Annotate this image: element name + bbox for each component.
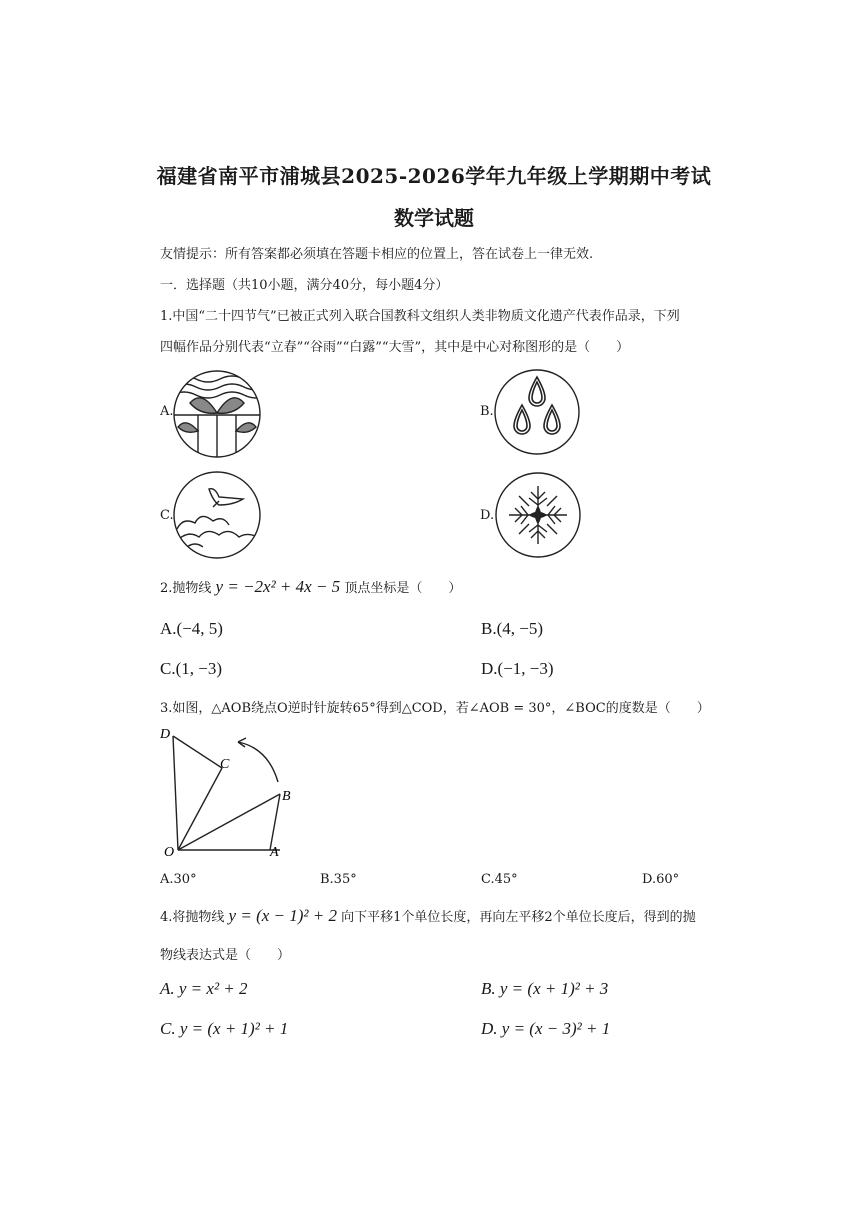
q4-option-c[interactable] (160, 1019, 288, 1039)
q3-option-c[interactable]: C.45° (481, 872, 518, 887)
label-C: C (220, 757, 230, 772)
exam-subtitle: 数学试题 (394, 206, 474, 230)
label-A: A (270, 845, 279, 860)
exam-title: 福建省南平市浦城县2025-2026学年九年级上学期期中考试 (156, 164, 712, 188)
q2-prefix: 2.抛物线 (160, 581, 212, 596)
q4-prefix: 4.将抛物线 (160, 910, 225, 925)
q1-option-d[interactable]: D. (480, 508, 495, 523)
raindrops-icon (494, 369, 580, 455)
q4-option-b-text: B. y = (x + 1)² + 3 (481, 979, 609, 998)
q2-option-d[interactable] (481, 659, 554, 679)
q1-option-c[interactable]: C. (160, 508, 174, 523)
q4-formula: y = (x − 1)² + 2 (228, 906, 337, 925)
q4-stem-line1 (160, 906, 696, 926)
section-heading: 一．选择题（共10小题，满分40分，每小题4分） (160, 278, 449, 293)
q2-option-a[interactable] (160, 619, 223, 639)
q2-option-a-text: A.(−4, 5) (160, 619, 223, 638)
rotation-figure (158, 722, 308, 862)
q3-option-a[interactable]: A.30° (160, 872, 197, 887)
q4-option-b[interactable] (481, 979, 608, 999)
q4-option-d-text: D. y = (x − 3)² + 1 (481, 1019, 611, 1038)
q1-stem-line2: 四幅作品分别代表“立春”“谷雨”“白露”“大雪”，其中是中心对称图形的是（ ） (160, 340, 630, 355)
q3-stem: 3.如图，△AOB绕点O逆时针旋转65°得到△COD，若∠AOB = 30°，∠BOC的度数是（ ） (160, 701, 710, 716)
q2-option-d-text: D.(−1, −3) (481, 659, 554, 678)
label-O: O (164, 845, 175, 860)
label-D: D (160, 727, 171, 742)
q4-option-a[interactable] (160, 979, 248, 999)
q2-option-c[interactable] (160, 659, 222, 679)
notice-text: 友情提示：所有答案都必须填在答题卡相应的位置上，答在试卷上一律无效. (160, 247, 594, 262)
sprout-wave-icon (172, 369, 262, 459)
q4-option-d[interactable] (481, 1019, 610, 1039)
q2-option-b-text: B.(4, −5) (481, 619, 543, 638)
q1-option-b[interactable]: B. (480, 404, 494, 419)
q2-option-b[interactable] (481, 619, 543, 639)
q2-suffix: 顶点坐标是（ ） (344, 581, 462, 596)
q4-option-a-text: A. y = x² + 2 (160, 979, 248, 998)
q4-option-c-text: C. y = (x + 1)² + 1 (160, 1019, 289, 1038)
bird-cloud-icon (173, 471, 261, 559)
q2-stem (160, 577, 461, 597)
q2-option-c-text: C.(1, −3) (160, 659, 222, 678)
label-B: B (282, 789, 291, 804)
q3-option-d[interactable]: D.60° (642, 872, 680, 887)
q1-option-a[interactable]: A. (160, 404, 174, 419)
q4-stem-line2: 物线表达式是（ ） (160, 948, 291, 963)
q1-stem-line1: 1.中国“二十四节气”已被正式列入联合国教科文组织人类非物质文化遗产代表作品录，下列 (160, 309, 680, 324)
q2-formula: y = −2x² + 4x − 5 (215, 577, 341, 596)
q4-suffix: 向下平移1个单位长度，再向左平移2个单位长度后，得到的抛 (341, 910, 696, 925)
q3-option-b[interactable]: B.35° (320, 872, 357, 887)
snowflake-icon (495, 472, 581, 558)
